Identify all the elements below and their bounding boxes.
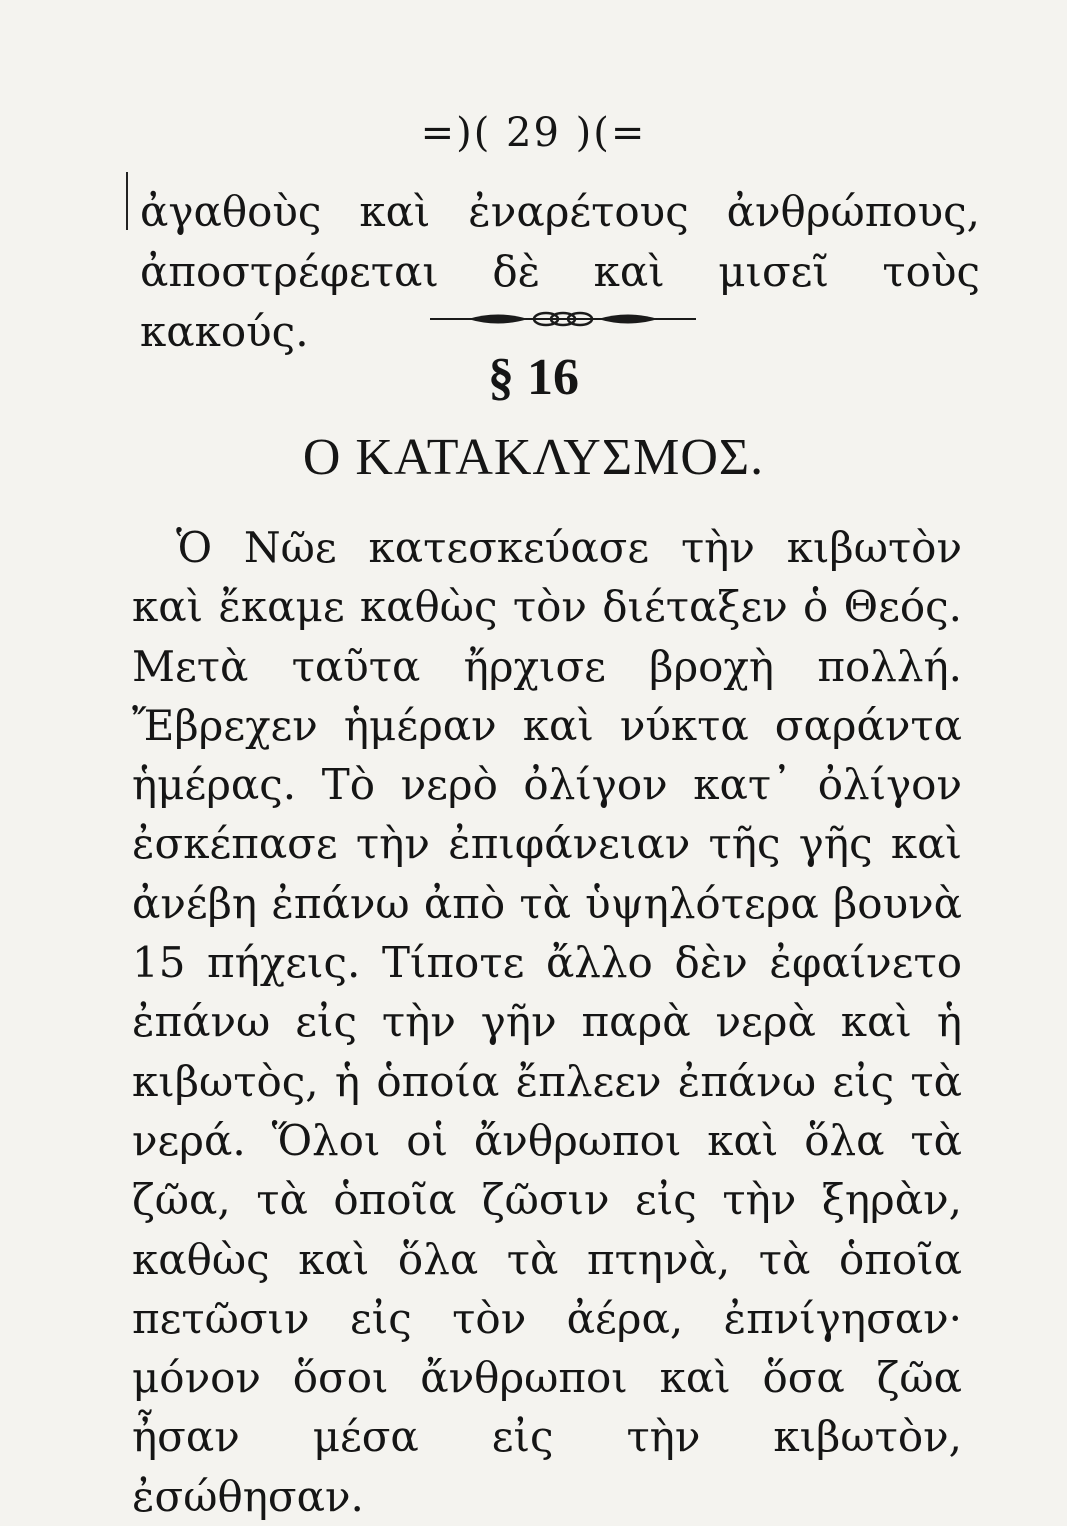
ornamental-divider [428,304,698,334]
margin-rule [126,172,128,230]
section-title: Ο ΚΑΤΑΚΛΥΣΜΟΣ. [302,429,765,486]
page-number: =)( 29 )(= [420,110,647,156]
continued-paragraph: ἀγαθοὺς καὶ ἐναρέτους ἀνθρώπους, ἀποστρέφεται δὲ καὶ μισεῖ τοὺς κακούς. [140,187,980,356]
section-number: § 16 [488,349,579,406]
body-paragraph: Ὁ Νῶε κατεσκεύασε τὴν κιβωτὸν καὶ ἔκαμε καθὼς τὸν διέταξεν ὁ Θεός. Μετὰ ταῦτα ἤρχισε βροχὴ πολλή. Ἔβρεχεν ἡμέραν καὶ νύκτα σαράντα ἡμέρας. Τὸ νερὸ ὀλίγον κατ᾽ ὀλίγον ἐσκέπασε τὴν ἐπιφάνειαν τῆς γῆς καὶ ἀνέβη ἐπάνω ἀπὸ τὰ ὑψηλότερα βουνὰ 15 πήχεις. Τίποτε ἄλλο δὲν ἐφαίνετο ἐπάνω εἰς τὴν γῆν παρὰ νερὰ καὶ ἡ κιβωτὸς, ἡ ὁποία ἔπλεεν ἐπάνω εἰς τὰ νερά. Ὅλοι οἱ ἄνθρωποι καὶ ὅλα τὰ ζῶα, τὰ ὁποῖα ζῶσιν εἰς τὴν ξηρὰν, καθὼς καὶ ὅλα τὰ πτηνὰ, τὰ ὁποῖα πετῶσιν εἰς τὸν ἀέρα, ἐπνίγησαν· μόνον ὅσοι ἄνθρωποι καὶ ὅσα ζῶα ἦσαν μέσα εἰς τὴν κιβωτὸν, ἐσώθησαν. [132,523,962,1521]
